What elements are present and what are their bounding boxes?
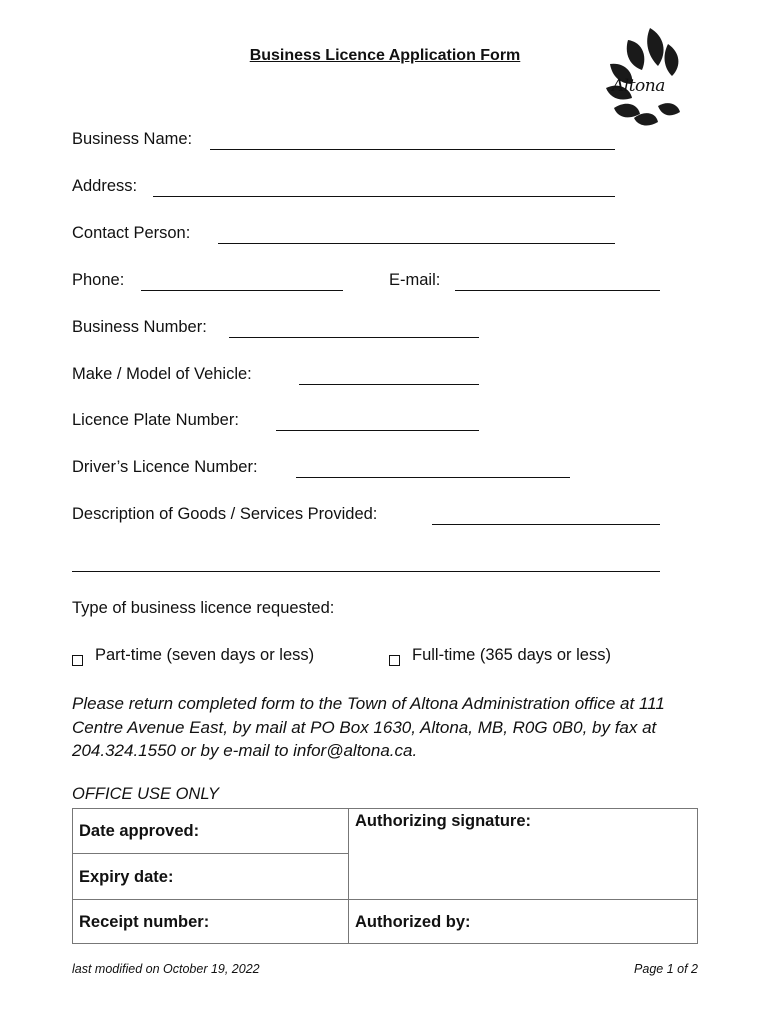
email-label: E-mail: <box>389 271 441 289</box>
address-row <box>72 177 137 196</box>
plate-row <box>72 411 239 430</box>
authorizing-signature-label: Authorizing signature: <box>355 812 531 830</box>
page-number: Page 1 of 2 <box>634 962 698 976</box>
last-modified: last modified on October 19, 2022 <box>72 962 260 976</box>
return-instructions: Please return completed form to the Town of Altona Administration office at 111 Centre Avenue East, by mail at PO Box 1630, Altona, MB, R0G 0B0, by fax at 204.324.1550 or by e-mail to infor@altona.ca. <box>72 694 665 760</box>
part-time-option[interactable] <box>72 646 314 665</box>
authorized-by-label: Authorized by: <box>355 913 471 931</box>
business-name-row <box>72 130 192 149</box>
drivers-licence-row <box>72 458 258 477</box>
vehicle-row <box>72 365 252 384</box>
office-use-heading: OFFICE USE ONLY <box>72 785 220 803</box>
phone-label: Phone: <box>72 271 125 289</box>
email-field[interactable] <box>455 289 660 291</box>
licence-type-row <box>72 599 334 618</box>
description-row <box>72 505 377 524</box>
contact-person-label: Contact Person: <box>72 224 191 242</box>
table-divider-vertical <box>348 809 349 943</box>
full-time-checkbox[interactable] <box>389 655 400 666</box>
plate-field[interactable] <box>276 429 479 431</box>
business-number-label: Business Number: <box>72 318 207 336</box>
part-time-label: Part-time (seven days or less) <box>95 646 315 664</box>
drivers-licence-field[interactable] <box>296 476 570 478</box>
drivers-licence-label: Driver’s Licence Number: <box>72 458 258 476</box>
contact-person-field[interactable] <box>218 242 615 244</box>
form-title: Business Licence Application Form <box>249 47 521 64</box>
business-name-label: Business Name: <box>72 130 193 148</box>
vehicle-field[interactable] <box>299 383 479 385</box>
table-divider-2 <box>73 899 697 900</box>
address-label: Address: <box>72 177 138 195</box>
plate-label: Licence Plate Number: <box>72 411 239 429</box>
receipt-number-label: Receipt number: <box>79 913 210 931</box>
date-approved-label: Date approved: <box>79 822 200 840</box>
licence-type-label: Type of business licence requested: <box>72 599 335 617</box>
phone-field[interactable] <box>141 289 343 291</box>
email-row <box>389 271 440 290</box>
business-number-row <box>72 318 207 337</box>
part-time-checkbox[interactable] <box>72 655 83 666</box>
description-field-line-2[interactable] <box>72 570 660 572</box>
description-label: Description of Goods / Services Provided: <box>72 505 378 523</box>
contact-person-row <box>72 224 190 243</box>
vehicle-label: Make / Model of Vehicle: <box>72 365 252 383</box>
phone-row <box>72 271 124 290</box>
business-name-field[interactable] <box>210 148 615 150</box>
office-use-table <box>72 808 698 944</box>
address-field[interactable] <box>153 195 615 197</box>
business-number-field[interactable] <box>229 336 479 338</box>
expiry-date-label: Expiry date: <box>79 868 174 886</box>
full-time-label: Full-time (365 days or less) <box>412 646 611 664</box>
table-divider-1 <box>73 853 348 854</box>
logo-wordmark: Altona <box>612 76 665 96</box>
description-field[interactable] <box>432 523 660 525</box>
full-time-option[interactable] <box>389 646 611 665</box>
